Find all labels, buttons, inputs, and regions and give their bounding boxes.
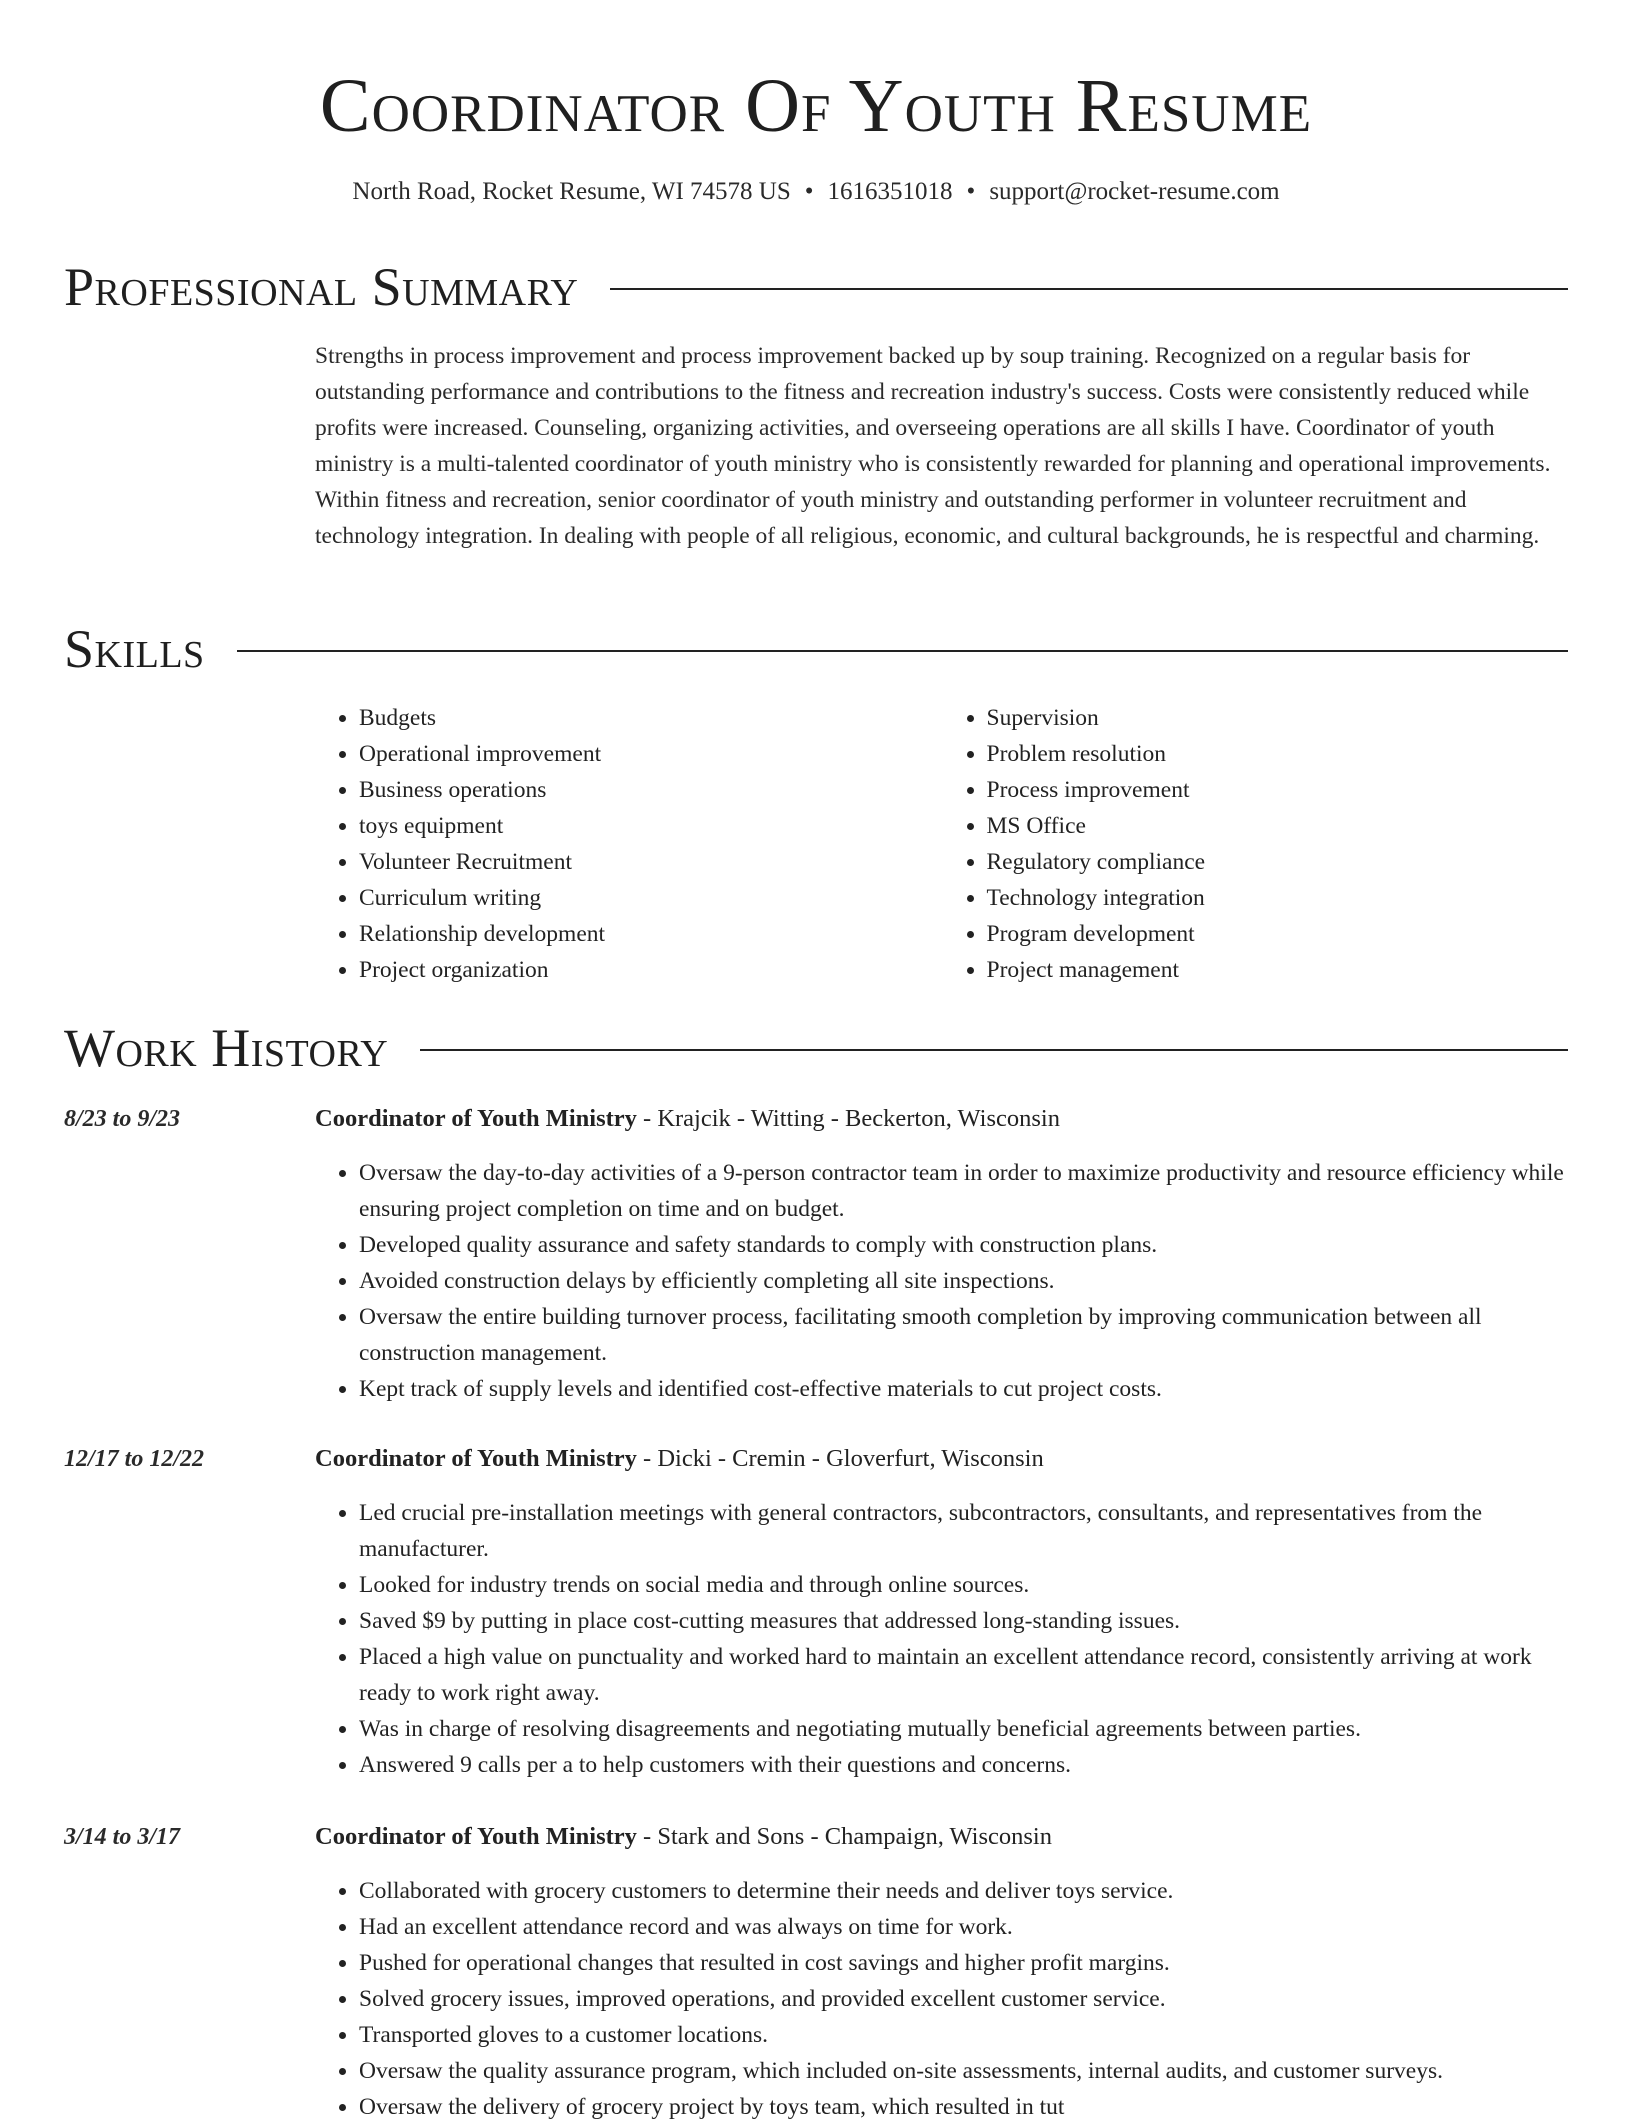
skill-item: • Program development (987, 916, 1571, 952)
job-bullets (315, 1155, 1574, 1407)
job-bullet: • Answered 9 calls per a to help customers with their questions and concerns. (359, 1747, 1574, 1783)
job-bullet: • Avoided construction delays by efficiently completing all site inspections. (359, 1263, 1574, 1299)
job-bullet: • Looked for industry trends on social media and through online sources. (359, 1567, 1574, 1603)
contact-separator: • (966, 178, 976, 205)
skills-column-left (315, 700, 943, 988)
job-bullet: • Collaborated with grocery customers to determine their needs and deliver toys service. (359, 1873, 1574, 1909)
job-bullet: • Was in charge of resolving disagreements and negotiating mutually beneficial agreements between parties. (359, 1711, 1574, 1747)
job-bullet: • Oversaw the delivery of grocery project by toys team, which resulted in tut (359, 2089, 1574, 2125)
skills-section-header (64, 614, 1568, 684)
contact-email: support@rocket-resume.com (989, 178, 1280, 205)
job-bullet: • Developed quality assurance and safety standards to comply with construction plans. (359, 1227, 1574, 1263)
job-employer: - Dicki - Cremin - Gloverfurt, Wisconsin (636, 1445, 1044, 1472)
job-title-line (315, 1101, 1570, 1137)
job-bullets (315, 1495, 1574, 1783)
job-employer: - Krajcik - Witting - Beckerton, Wisconsin (636, 1105, 1060, 1132)
work-heading: Work History (64, 1018, 389, 1078)
work-section-header (64, 1013, 1568, 1083)
skill-item: • Relationship development (359, 916, 943, 952)
job-bullet: • Pushed for operational changes that resulted in cost savings and higher profit margins. (359, 1945, 1574, 1981)
skill-item: • Volunteer Recruitment (359, 844, 943, 880)
job-bullet: • Oversaw the entire building turnover process, facilitating smooth completion by improving communication between all construction management. (359, 1299, 1574, 1371)
summary-section-header (64, 252, 1568, 322)
job-title-line (315, 1819, 1570, 1855)
job-title: Coordinator of Youth Ministry (315, 1445, 637, 1472)
job-bullet: • Kept track of supply levels and identified cost-effective materials to cut project costs. (359, 1371, 1574, 1407)
contact-separator: • (804, 178, 814, 205)
section-divider (237, 650, 1568, 652)
job-bullet: • Transported gloves to a customer locations. (359, 2017, 1574, 2053)
skill-item: • Project organization (359, 952, 943, 988)
skill-item: • Curriculum writing (359, 880, 943, 916)
skill-item: • Technology integration (987, 880, 1571, 916)
job-title-line (315, 1441, 1570, 1477)
summary-text: Strengths in process improvement and process improvement backed up by soup training. Recognized on a regular basis for outstanding performance and contributions to the fitness and recreation industry's success. Costs were consistently reduced while profits were increased. Counseling, organizing activities, and overseeing operations are all skills I have. Coordinator of youth ministry is a multi-talented coordinator of youth ministry who is consistently rewarded for planning and operational improvements. Within fitness and recreation, senior coordinator of youth ministry and outstanding performer in volunteer recruitment and technology integration. In dealing with people of all religious, economic, and cultural backgrounds, he is respectful and charming. (315, 343, 1551, 549)
job-bullet: • Placed a high value on punctuality and worked hard to maintain an excellent attendance record, consistently arriving at work ready to work right away. (359, 1639, 1574, 1711)
job-dates: 8/23 to 9/23 (64, 1106, 181, 1132)
job-employer: - Stark and Sons - Champaign, Wisconsin (636, 1823, 1052, 1850)
resume-title: Coordinator Of Youth Resume (319, 64, 1313, 148)
job-bullets (315, 1873, 1574, 2125)
job-bullet: • Had an excellent attendance record and was always on time for work. (359, 1909, 1574, 1945)
section-divider (420, 1049, 1568, 1051)
skill-item: • Regulatory compliance (987, 844, 1571, 880)
job-dates: 12/17 to 12/22 (64, 1446, 205, 1472)
job-bullet: • Oversaw the quality assurance program, which included on-site assessments, internal audits, and customer surveys. (359, 2053, 1574, 2089)
job-title: Coordinator of Youth Ministry (315, 1105, 637, 1132)
summary-heading: Professional Summary (64, 257, 579, 317)
job-bullet: • Oversaw the day-to-day activities of a 9-person contractor team in order to maximize productivity and resource efficiency while ensuring project completion on time and on budget. (359, 1155, 1574, 1227)
skill-item: • Operational improvement (359, 736, 943, 772)
contact-address: North Road, Rocket Resume, WI 74578 US (352, 178, 791, 205)
skill-item: • toys equipment (359, 808, 943, 844)
job-dates: 3/14 to 3/17 (64, 1824, 181, 1850)
job-bullet: • Solved grocery issues, improved operations, and provided excellent customer service. (359, 1981, 1574, 2017)
section-divider (610, 288, 1568, 290)
skill-item: • Business operations (359, 772, 943, 808)
skill-item: • Budgets (359, 700, 943, 736)
job-bullet: • Saved $9 by putting in place cost-cutting measures that addressed long-standing issues. (359, 1603, 1574, 1639)
job-title: Coordinator of Youth Ministry (315, 1823, 637, 1850)
skill-item: • MS Office (987, 808, 1571, 844)
skill-item: • Process improvement (987, 772, 1571, 808)
skills-heading: Skills (64, 619, 205, 679)
summary-body (315, 338, 1570, 554)
contact-line (0, 174, 1632, 210)
job-bullet: • Led crucial pre-installation meetings with general contractors, subcontractors, consultants, and representatives from the manufacturer. (359, 1495, 1574, 1567)
skill-item: • Problem resolution (987, 736, 1571, 772)
contact-phone: 1616351018 (827, 178, 953, 205)
skills-list (315, 700, 1570, 988)
skill-item: • Supervision (987, 700, 1571, 736)
skills-column-right (943, 700, 1571, 988)
skill-item: • Project management (987, 952, 1571, 988)
